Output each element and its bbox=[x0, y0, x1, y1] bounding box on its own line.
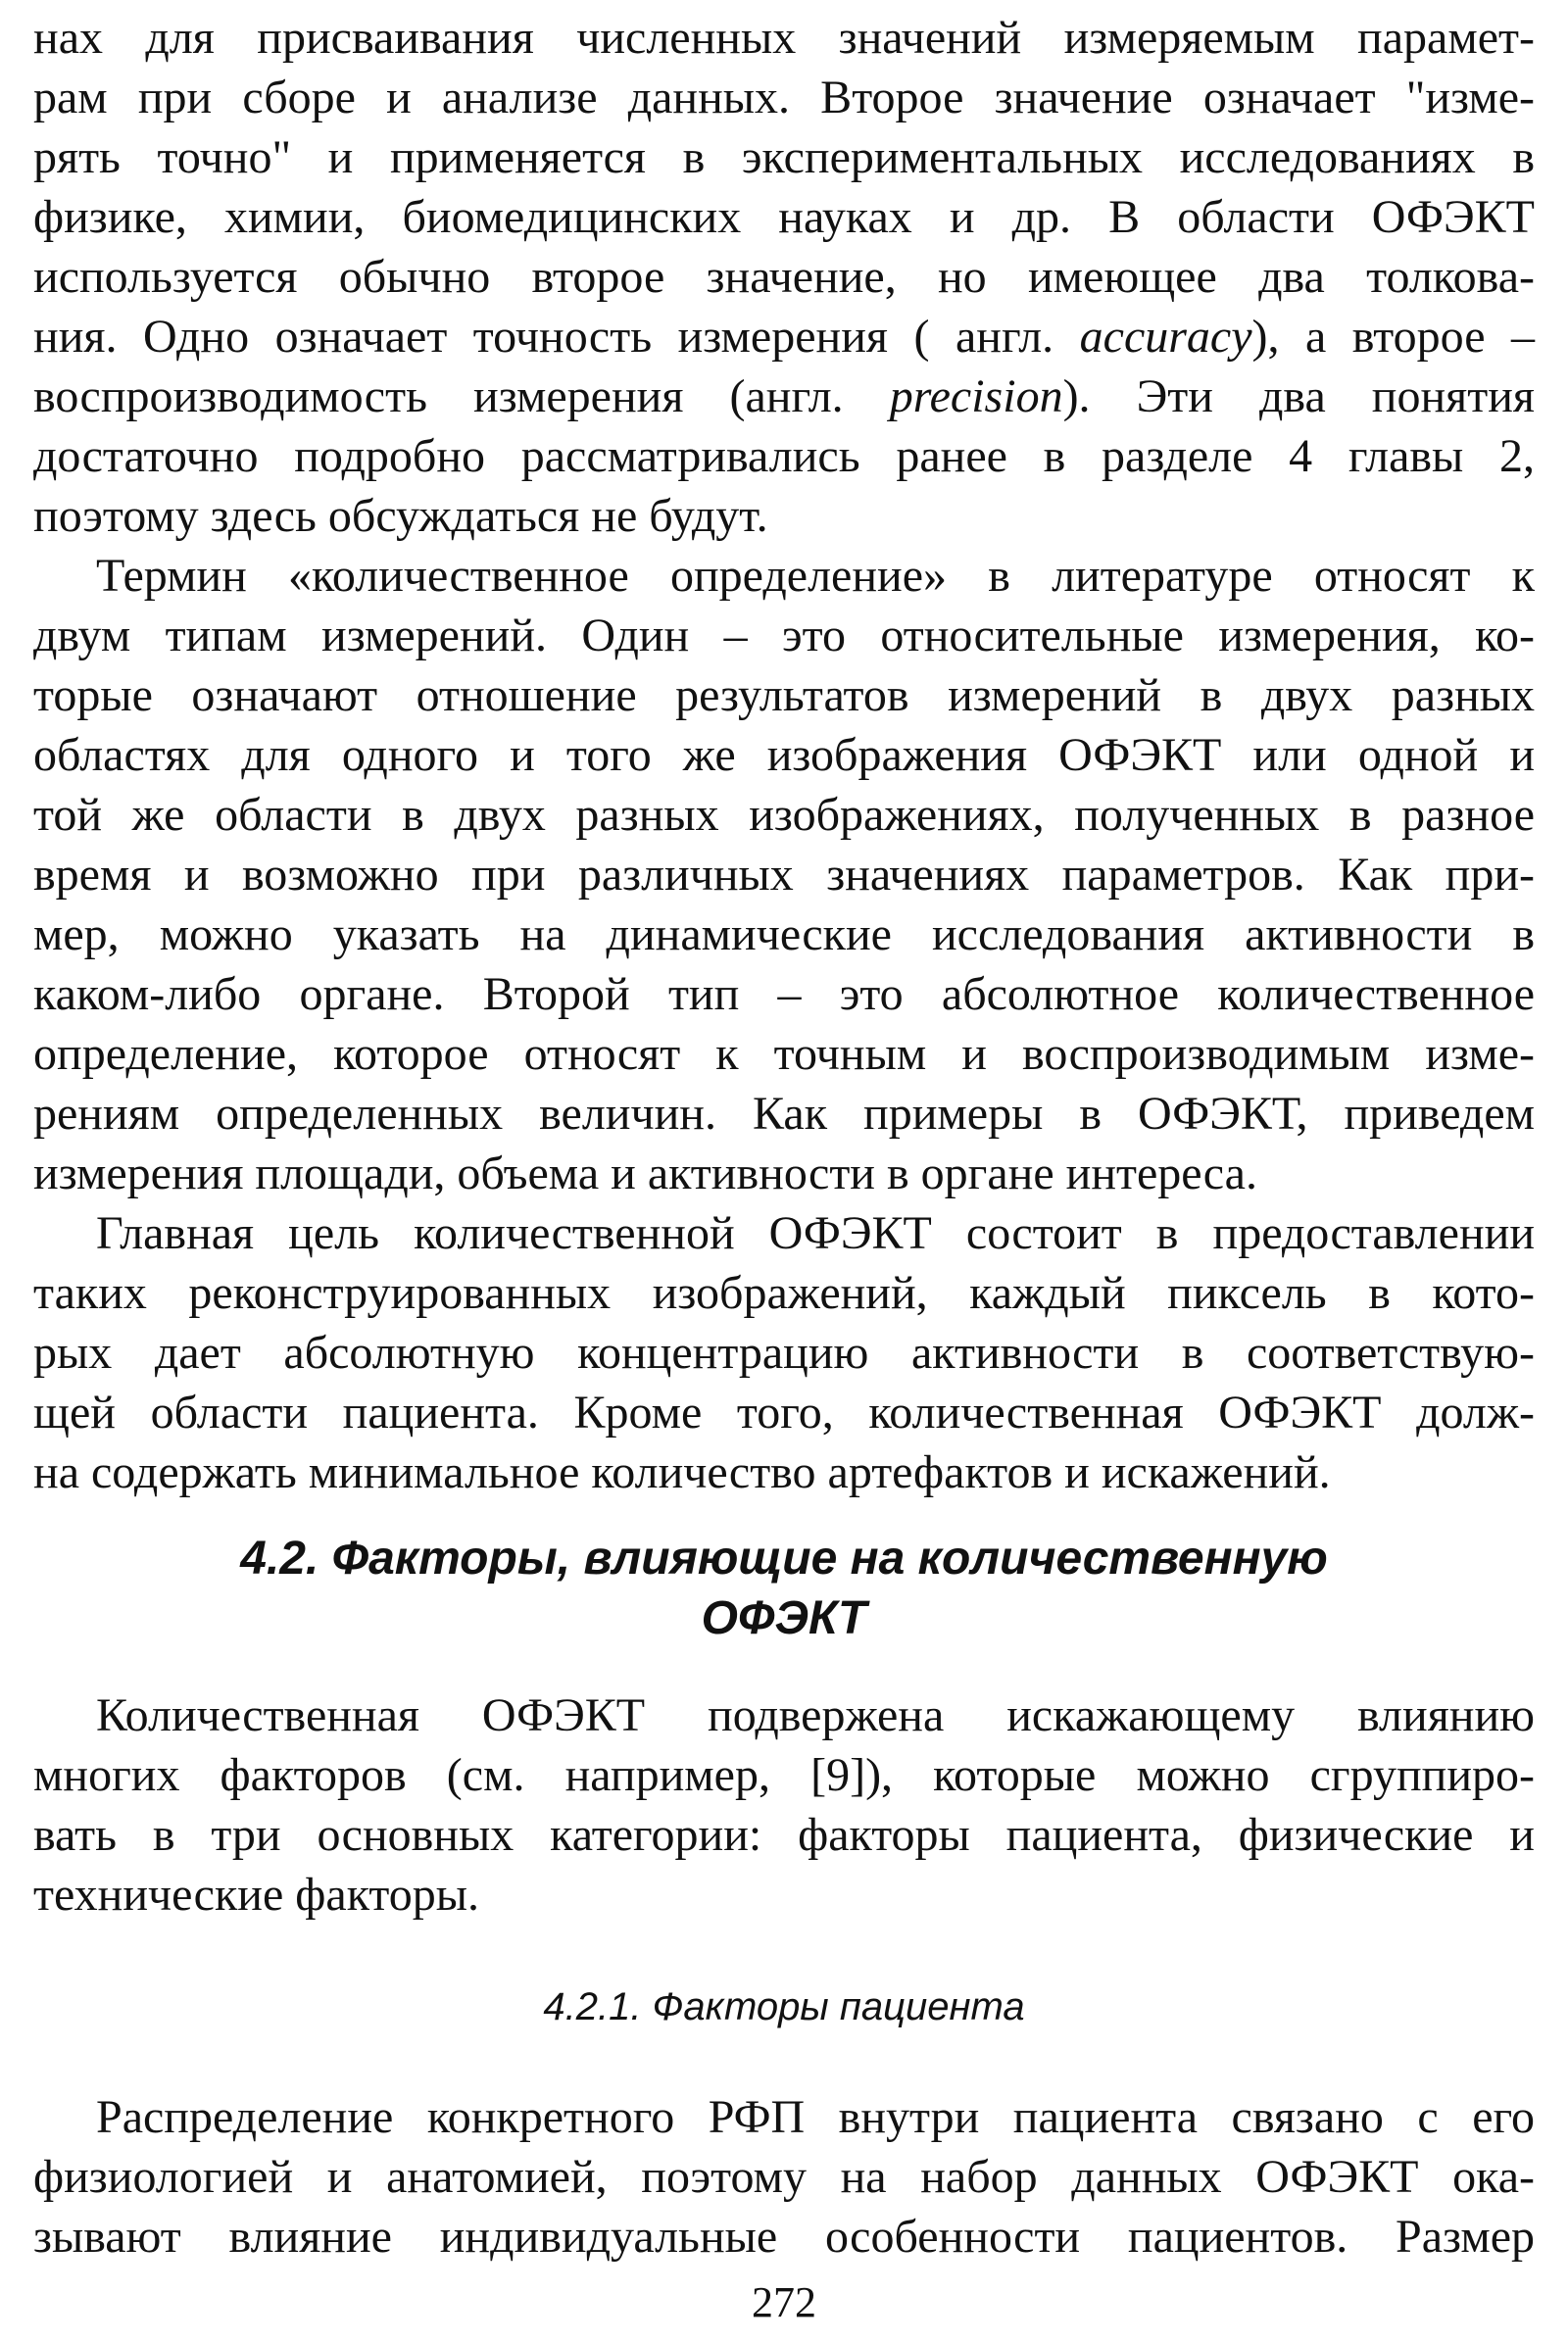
text-line: рых дает абсолютную концентрацию активности в соответствую- bbox=[33, 1327, 1535, 1379]
text-fragment: ), а второе – bbox=[1251, 311, 1535, 363]
text-line: нах для присваивания численных значений измеряемым парамет- bbox=[33, 12, 1535, 64]
text-line: физике, химии, биомедицинских науках и др. В области ОФЭКТ bbox=[33, 191, 1535, 243]
text-line: двум типам измерений. Один – это относительные измерения, ко- bbox=[33, 610, 1535, 661]
text-line bbox=[33, 307, 1535, 366]
text-line: рениям определенных величин. Как примеры в ОФЭКТ, приведем bbox=[33, 1088, 1535, 1140]
text-fragment: ). Эти два понятия bbox=[1062, 370, 1535, 422]
text-line: каком-либо органе. Второй тип – это абсолютное количественное bbox=[33, 968, 1535, 1020]
section-heading bbox=[33, 1529, 1535, 1648]
text-line: таких реконструированных изображений, каждый пиксель в кото- bbox=[33, 1267, 1535, 1319]
text-line: Главная цель количественной ОФЭКТ состоит в предоставлении bbox=[96, 1207, 1535, 1259]
text-line: областях для одного и того же изображения ОФЭКТ или одной и bbox=[33, 729, 1535, 781]
text-line: рять точно" и применяется в экспериментальных исследованиях в bbox=[33, 131, 1535, 183]
text-line: на содержать минимальное количество артефактов и искажений. bbox=[33, 1446, 1331, 1498]
text-line: Количественная ОФЭКТ подвержена искажающему влиянию bbox=[96, 1689, 1535, 1741]
text-line: торые означают отношение результатов измерений в двух разных bbox=[33, 669, 1535, 721]
text-line: мер, можно указать на динамические исследования активности в bbox=[33, 908, 1535, 960]
text-line: вать в три основных категории: факторы пациента, физические и bbox=[33, 1809, 1535, 1861]
paragraph-intro bbox=[33, 1685, 1535, 1925]
text-line: время и возможно при различных значениях параметров. Как при- bbox=[33, 849, 1535, 901]
text-line: многих факторов (см. например, [9]), которые можно сгруппиро- bbox=[33, 1749, 1535, 1801]
text-line: Распределение конкретного РФП внутри пациента связано с его bbox=[96, 2091, 1535, 2143]
term-precision: precision bbox=[889, 370, 1063, 422]
text-line: определение, которое относят к точным и воспроизводимым изме- bbox=[33, 1028, 1535, 1080]
section-heading-line: 4.2. Факторы, влияющие на количественную bbox=[240, 1533, 1328, 1585]
text-line: той же области в двух разных изображениях, полученных в разное bbox=[33, 789, 1535, 841]
section-heading-line: ОФЭКТ bbox=[701, 1592, 867, 1644]
text-line: поэтому здесь обсуждаться не будут. bbox=[33, 490, 768, 542]
text-line: используется обычно второе значение, но имеющее два толкова- bbox=[33, 251, 1535, 303]
term-accuracy: accuracy bbox=[1079, 311, 1252, 363]
text-line: щей области пациента. Кроме того, количественная ОФЭКТ долж- bbox=[33, 1387, 1535, 1439]
text-line: достаточно подробно рассматривались ранее в разделе 4 главы 2, bbox=[33, 430, 1535, 482]
text-line: физиологией и анатомией, поэтому на набор данных ОФЭКТ ока- bbox=[33, 2151, 1535, 2203]
text-fragment: ния. Одно означает точность измерения ( англ. bbox=[33, 311, 1080, 363]
paragraph-patient-factors bbox=[33, 2087, 1535, 2267]
text-line bbox=[33, 366, 1535, 426]
text-line: Термин «количественное определение» в литературе относят к bbox=[96, 550, 1535, 602]
text-line: зывают влияние индивидуальные особенности пациентов. Размер bbox=[33, 2211, 1535, 2263]
text-line: рам при сборе и анализе данных. Второе значение означает "изме- bbox=[33, 72, 1535, 123]
paragraph-continuation bbox=[33, 8, 1535, 1502]
text-line: технические факторы. bbox=[33, 1869, 479, 1921]
subsection-heading: 4.2.1. Факторы пациента bbox=[543, 1985, 1025, 2028]
page-number: 272 bbox=[752, 2278, 816, 2326]
text-line: измерения площади, объема и активности в органе интереса. bbox=[33, 1147, 1257, 1199]
text-fragment: воспроизводимость измерения (англ. bbox=[33, 370, 890, 422]
